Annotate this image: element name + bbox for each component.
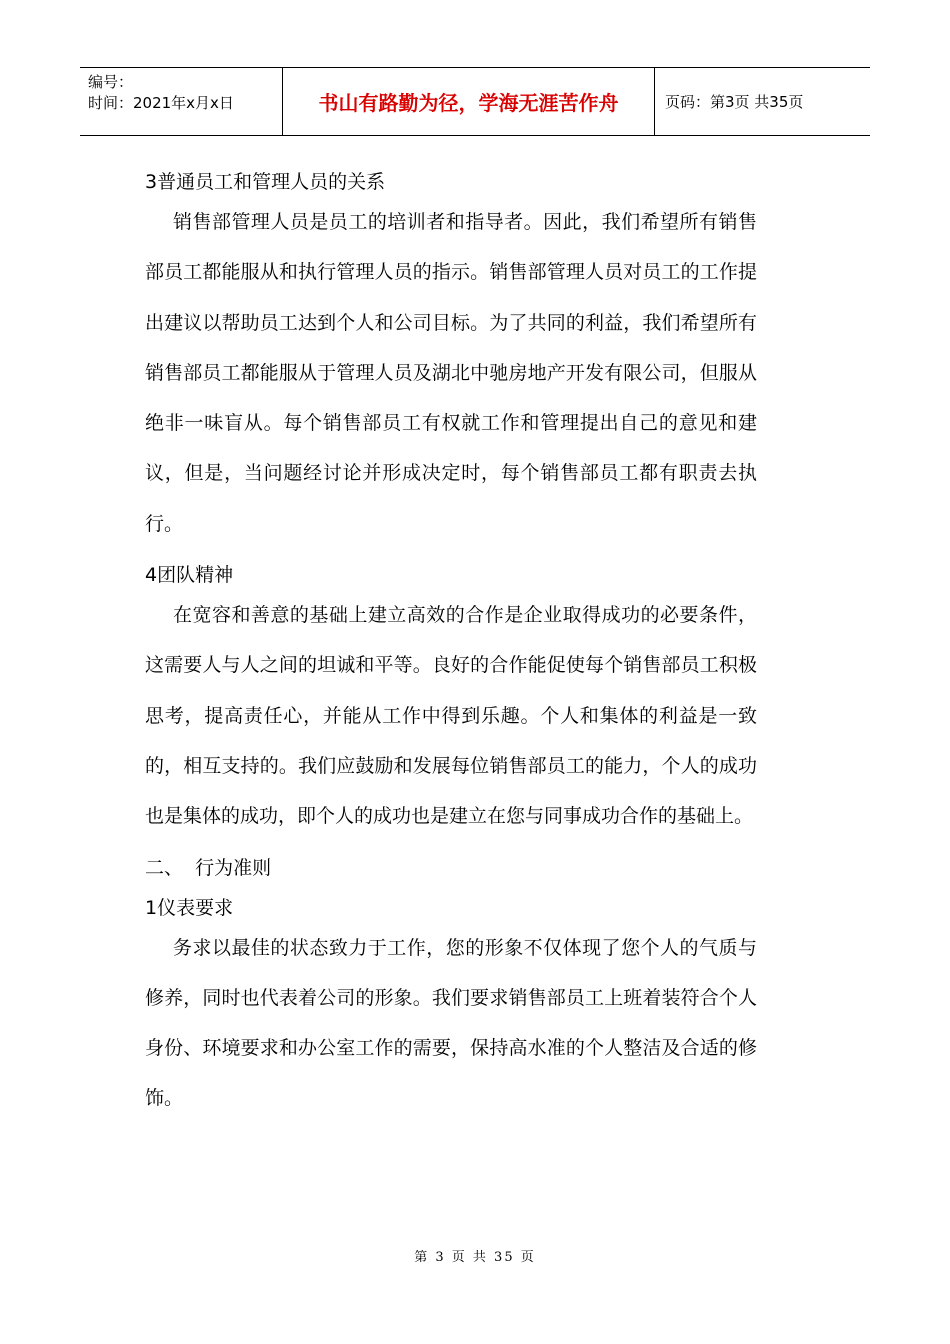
header-motto: 书山有路勤为径，学海无涯苦作舟 xyxy=(283,68,655,135)
date-label: 时间：2021年x月x日 xyxy=(88,94,234,112)
section-3-title: 3普通员工和管理人员的关系 xyxy=(145,171,386,193)
part-2-title: 二、 行为准则 xyxy=(145,856,272,879)
header-page-label: 页码：第3页 共35页 xyxy=(665,93,804,111)
page-header xyxy=(80,67,870,136)
section-1-body: 务求以最佳的状态致力于工作，您的形象不仅体现了您个人的气质与修养，同时也代表着公司的形象。我们要求销售部员工上班着装符合个人身份、环境要求和办公室工作的需要，保持高水准的个人整洁及合适的修饰。 xyxy=(145,936,757,1110)
document-body xyxy=(145,169,757,1124)
header-meta xyxy=(80,68,283,135)
section-1-title: 1仪表要求 xyxy=(145,896,234,919)
page-footer: 第 3 页 共 35 页 xyxy=(414,1250,536,1265)
section-3-body: 销售部管理人员是员工的培训者和指导者。因此，我们希望所有销售部员工都能服从和执行管理人员的指示。销售部管理人员对员工的工作提出建议以帮助员工达到个人和公司目标。为了共同的利益，我们希望所有销售部员工都能服从于管理人员及湖北中驰房地产开发有限公司，但服从绝非一味盲从。每个销售部员工有权就工作和管理提出自己的意见和建议，但是，当问题经讨论并形成决定时，每个销售部员工都有职责去执行。 xyxy=(145,211,757,535)
number-label: 编号： xyxy=(88,73,134,91)
section-4-body: 在宽容和善意的基础上建立高效的合作是企业取得成功的必要条件，这需要人与人之间的坦诚和平等。良好的合作能促使每个销售部员工积极思考，提高责任心，并能从工作中得到乐趣。个人和集体的利益是一致的，相互支持的。我们应鼓励和发展每位销售部员工的能力，个人的成功也是集体的成功，即个人的成功也是建立在您与同事成功合作的基础上。 xyxy=(145,604,757,828)
section-4-title: 4团队精神 xyxy=(145,564,234,587)
